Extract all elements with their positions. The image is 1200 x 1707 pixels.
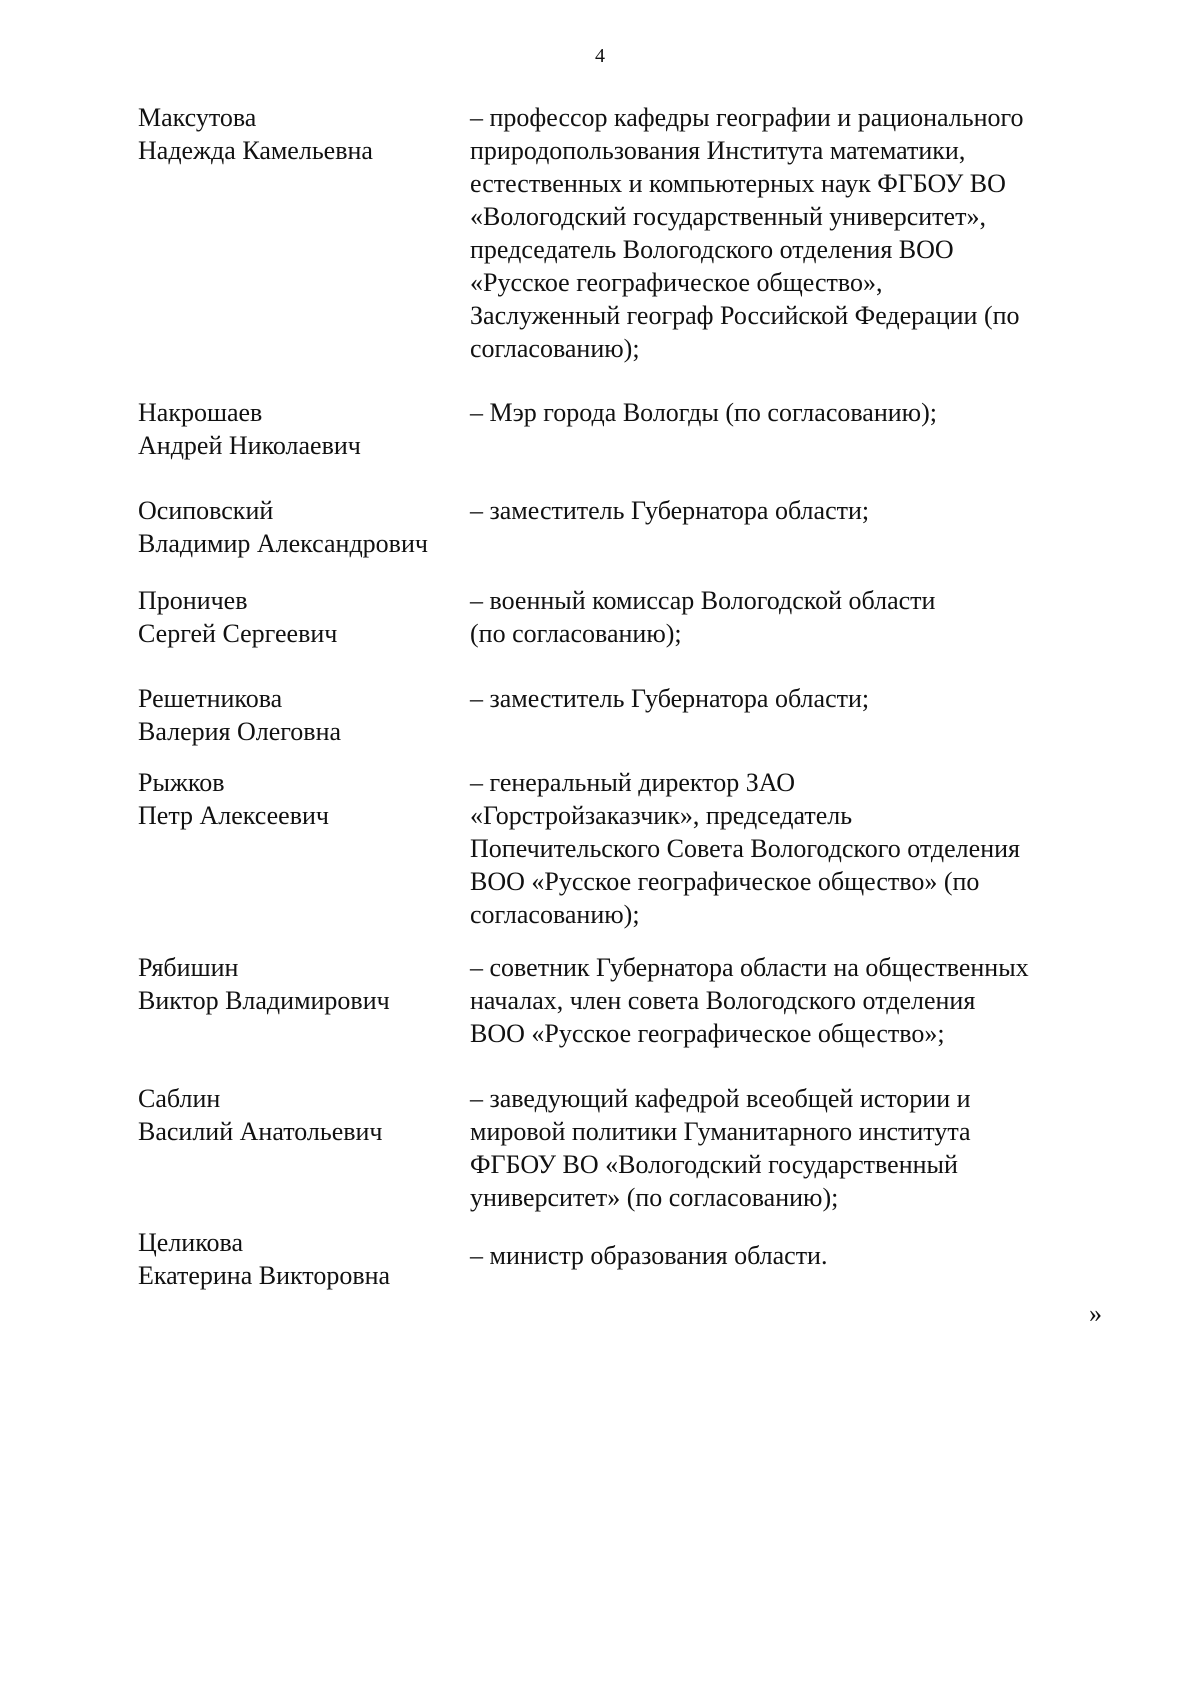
member-given-names: Петр Алексеевич [138,801,329,830]
member-role: – советник Губернатора области на общественных началах, член совета Вологодского отделения ВОО «Русское географическое общество»; [470,953,1029,1048]
member-name [138,1226,468,1292]
member-given-names: Владимир Александрович [138,529,428,558]
page-number: 4 [595,45,605,67]
member-given-names: Андрей Николаевич [138,431,361,460]
member-surname: Накрошаев [138,398,263,427]
member-surname: Решетникова [138,684,283,713]
member-name [138,682,468,748]
member-role: – заведующий кафедрой всеобщей истории и мировой политики Гуманитарного института ФГБОУ ВО «Вологодский государственный университет» (по согласованию); [470,1084,971,1212]
member-given-names: Василий Анатольевич [138,1117,383,1146]
member-given-names: Надежда Камельевна [138,136,373,165]
member-given-names: Сергей Сергеевич [138,619,338,648]
member-given-names: Екатерина Викторовна [138,1261,391,1290]
closing-quote-mark: » [1089,1299,1102,1328]
member-surname: Рябишин [138,953,239,982]
member-role: – министр образования области. [470,1241,828,1270]
member-surname: Целикова [138,1228,243,1257]
member-name [138,101,468,167]
member-name [138,584,468,650]
member-name [138,1082,468,1148]
member-surname: Осиповский [138,496,274,525]
member-role: – заместитель Губернатора области; [470,496,870,525]
member-role: – профессор кафедры географии и рационального природопользования Института математики, естественных и компьютерных наук ФГБОУ ВО «Вологодский государственный университет», председатель Вологодского отделения ВОО «Русское географическое общество», Заслуженный географ Российской Федерации (по согласованию); [470,103,1024,363]
member-name [138,494,468,560]
member-role: – военный комиссар Вологодской области (по согласованию); [470,586,936,648]
member-surname: Саблин [138,1084,221,1113]
member-role: – генеральный директор ЗАО «Горстройзаказчик», председатель Попечительского Совета Вологодского отделения ВОО «Русское географическое общество» (по согласованию); [470,768,1020,929]
member-role: – заместитель Губернатора области; [470,684,870,713]
member-given-names: Виктор Владимирович [138,986,390,1015]
member-surname: Рыжков [138,768,225,797]
member-given-names: Валерия Олеговна [138,717,342,746]
member-name [138,951,468,1017]
member-name [138,396,468,462]
member-surname: Проничев [138,586,248,615]
member-role: – Мэр города Вологды (по согласованию); [470,398,937,427]
member-name [138,766,468,832]
member-surname: Максутова [138,103,257,132]
